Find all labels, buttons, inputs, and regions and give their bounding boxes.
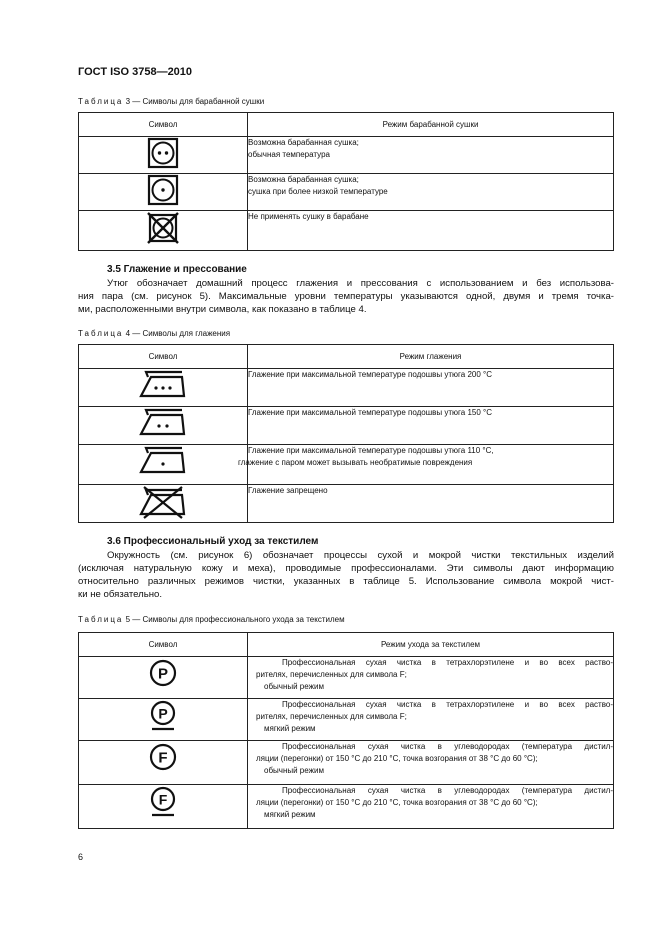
dryclean-p-gentle-icon xyxy=(147,699,179,733)
table3-caption-text: 3 — Символы для барабанной сушки xyxy=(123,97,265,106)
description-line: Возможна барабанная сушка; xyxy=(248,175,359,184)
table-row xyxy=(79,211,614,251)
dryclean-letter: F xyxy=(158,791,168,808)
section-3-6-paragraph xyxy=(78,549,614,601)
description-line: Глажение при максимальной температуре подошвы утюга 200 °C xyxy=(248,370,492,379)
table-row xyxy=(79,369,614,407)
description-line: Профессиональная сухая чистка в углеводородах (температура дистил- xyxy=(282,786,613,795)
description-line: Глажение при максимальной температуре подошвы утюга 110 °C, xyxy=(248,446,494,455)
symbol-cell xyxy=(79,137,248,174)
symbol-cell xyxy=(79,785,248,829)
symbol-cell xyxy=(79,699,248,741)
description-cell xyxy=(248,699,614,741)
table5-caption xyxy=(78,615,345,624)
tumble-dry-normal-icon xyxy=(147,137,179,169)
iron-high-icon xyxy=(138,369,188,399)
table-row xyxy=(79,741,614,785)
dryclean-p-normal-icon xyxy=(147,657,179,689)
description-line: Глажение при максимальной температуре подошвы утюга 150 °C xyxy=(248,408,492,417)
description-cell xyxy=(248,211,614,251)
paragraph-line: относительно различных режимов чистки, указанных в таблице 5. Использование символа мокрой чист- xyxy=(78,576,614,587)
table3-caption-word: Таблица xyxy=(78,97,124,106)
table-row xyxy=(79,785,614,829)
table3-header-mode: Режим барабанной сушки xyxy=(248,113,614,137)
table4-header-symbol: Символ xyxy=(79,345,248,369)
description-line: обычный режим xyxy=(264,766,324,775)
description-line: обычная температура xyxy=(248,150,330,159)
iron-medium-icon xyxy=(138,407,188,437)
paragraph-line: Утюг обозначает домашний процесс глажения и прессования с использованием и без использова- xyxy=(107,278,614,289)
paragraph-line: ки не обязательно. xyxy=(78,589,163,600)
table5-header-mode: Режим ухода за текстилем xyxy=(248,633,614,657)
symbol-cell xyxy=(79,174,248,211)
description-line: Не применять сушку в барабане xyxy=(248,212,369,221)
symbol-cell xyxy=(79,369,248,407)
description-line: ляции (перегонки) от 150 °C до 210 °C, точка возгорания от 38 °C до 60 °C); xyxy=(256,798,538,807)
table4-caption xyxy=(78,329,230,338)
table4-header-mode: Режим глажения xyxy=(248,345,614,369)
description-line: Профессиональная сухая чистка в тетрахлорэтилене и во всех раство- xyxy=(282,658,613,667)
description-line: сушка при более низкой температуре xyxy=(248,187,388,196)
description-cell xyxy=(238,445,614,485)
table4-caption-word: Таблица xyxy=(78,329,124,338)
table4-caption-text: 4 — Символы для глажения xyxy=(123,329,231,338)
dryclean-f-normal-icon xyxy=(147,741,179,773)
description-line: рителях, перечисленных для символа F; xyxy=(256,712,407,721)
description-line: мягкий режим xyxy=(264,724,316,733)
dryclean-f-gentle-icon xyxy=(147,785,179,819)
tumble-dry-low-icon xyxy=(147,174,179,206)
table4 xyxy=(78,344,614,523)
description-line: ляции (перегонки) от 150 °C до 210 °C, точка возгорания от 38 °C до 60 °C); xyxy=(256,754,538,763)
description-line: Профессиональная сухая чистка в тетрахлорэтилене и во всех раство- xyxy=(282,700,613,709)
section-3-5-paragraph xyxy=(78,277,614,316)
table3-caption xyxy=(78,97,264,106)
table-row xyxy=(79,174,614,211)
section-heading-3-5: 3.5 Глажение и прессование xyxy=(107,264,247,275)
symbol-cell xyxy=(79,211,248,251)
dryclean-letter: P xyxy=(157,665,169,683)
paragraph-line: ния пара (см. рисунок 5). Максимальные уровни температуры указываются одной, двумя и тремя точка- xyxy=(78,291,614,302)
table5 xyxy=(78,632,614,829)
table-row xyxy=(79,699,614,741)
do-not-iron-icon xyxy=(138,485,188,519)
paragraph-line: Окружность (см. рисунок 6) обозначает процессы сухой и мокрой чистки текстильных изделий xyxy=(107,550,614,561)
section-heading-3-6: 3.6 Профессиональный уход за текстилем xyxy=(107,536,319,547)
table3-header-symbol: Символ xyxy=(79,113,248,137)
description-line: глажение с паром может вызывать необратимые повреждения xyxy=(238,458,473,467)
description-cell xyxy=(248,137,614,174)
table3 xyxy=(78,112,614,251)
table-row xyxy=(79,485,614,523)
description-cell xyxy=(248,785,614,829)
iron-low-icon xyxy=(138,445,188,475)
description-line: Глажение запрещено xyxy=(248,486,328,495)
description-cell xyxy=(248,174,614,211)
description-line: Возможна барабанная сушка; xyxy=(248,138,359,147)
dryclean-letter: P xyxy=(158,705,168,722)
dryclean-letter: F xyxy=(158,749,168,767)
table-row xyxy=(79,657,614,699)
symbol-cell xyxy=(79,445,248,485)
table-row xyxy=(79,407,614,445)
table5-caption-word: Таблица xyxy=(78,615,124,624)
symbol-cell xyxy=(79,407,248,445)
description-cell xyxy=(248,407,614,445)
description-cell xyxy=(248,741,614,785)
description-line: рителях, перечисленных для символа F; xyxy=(256,670,407,679)
table-row xyxy=(79,137,614,174)
description-line: Профессиональная сухая чистка в углеводородах (температура дистил- xyxy=(282,742,613,751)
symbol-cell xyxy=(79,485,248,523)
description-cell xyxy=(248,485,614,523)
symbol-cell xyxy=(79,657,248,699)
description-cell xyxy=(248,657,614,699)
description-line: обычный режим xyxy=(264,682,324,691)
document-id: ГОСТ ISO 3758—2010 xyxy=(78,66,193,78)
paragraph-line: (исключая натуральную кожу и меха), проводимые профессионалами. Эти символы дают информацию xyxy=(78,563,614,574)
table5-caption-text: 5 — Символы для профессионального ухода за текстилем xyxy=(123,615,345,624)
table-row xyxy=(79,445,614,485)
description-line: мягкий режим xyxy=(264,810,316,819)
description-cell xyxy=(248,369,614,407)
do-not-tumble-dry-icon xyxy=(146,211,180,245)
table5-header-symbol: Символ xyxy=(79,633,248,657)
page-number: 6 xyxy=(78,852,84,862)
symbol-cell xyxy=(79,741,248,785)
paragraph-line: ми, расположенными внутри символа, как показано в таблице 4. xyxy=(78,304,367,315)
